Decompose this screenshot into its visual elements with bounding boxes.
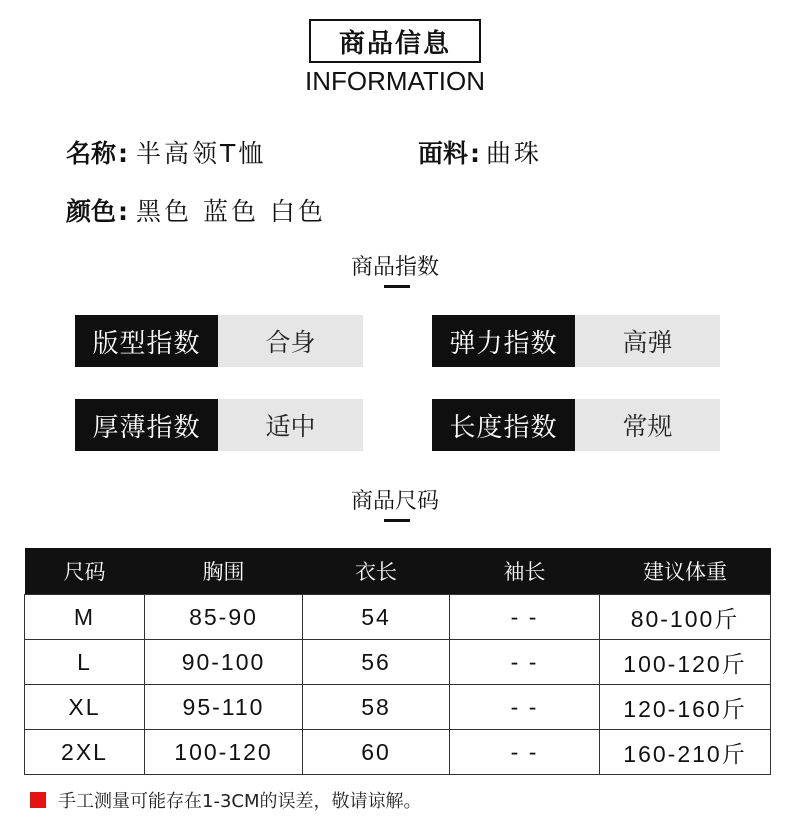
cell-length: 58 <box>303 685 450 730</box>
index-length-label: 长度指数 <box>432 399 575 451</box>
page-title-box <box>309 19 481 63</box>
info-name-value: 半高领T恤 <box>136 139 267 168</box>
index-elasticity-value: 高弹 <box>575 315 720 367</box>
note-text: 手工测量可能存在1-3CM的误差，敬请谅解。 <box>58 791 422 812</box>
cell-weight: 100-120斤 <box>600 640 771 685</box>
page-subtitle: INFORMATION <box>304 66 486 96</box>
measurement-note <box>30 787 422 813</box>
cell-size: L <box>25 640 145 685</box>
index-thickness <box>75 399 363 451</box>
index-length <box>432 399 720 451</box>
cell-weight: 160-210斤 <box>600 730 771 775</box>
header-size: 尺码 <box>25 548 145 595</box>
cell-length: 60 <box>303 730 450 775</box>
cell-length: 56 <box>303 640 450 685</box>
indices-section-title: 商品指数 <box>350 255 439 280</box>
info-sep: : <box>118 139 129 168</box>
cell-size: XL <box>25 685 145 730</box>
info-fabric-value: 曲珠 <box>486 139 543 168</box>
info-sep: : <box>118 197 129 226</box>
page-title: 商品信息 <box>338 28 451 59</box>
index-length-value: 常规 <box>575 399 720 451</box>
index-fit-label: 版型指数 <box>75 315 218 367</box>
index-fit <box>75 315 363 367</box>
cell-sleeve: - - <box>450 685 600 730</box>
cell-chest: 85-90 <box>145 595 303 640</box>
index-fit-value: 合身 <box>218 315 363 367</box>
table-row <box>25 685 771 730</box>
size-table-header <box>25 548 771 595</box>
index-thickness-label: 厚薄指数 <box>75 399 218 451</box>
cell-sleeve: - - <box>450 640 600 685</box>
table-row <box>25 640 771 685</box>
cell-size: M <box>25 595 145 640</box>
header-chest: 胸围 <box>145 548 303 595</box>
cell-weight: 120-160斤 <box>600 685 771 730</box>
info-color-value: 黑色 蓝色 白色 <box>136 197 326 226</box>
size-table <box>24 548 771 775</box>
table-row <box>25 595 771 640</box>
cell-chest: 95-110 <box>145 685 303 730</box>
header-sleeve: 袖长 <box>450 548 600 595</box>
header-length: 衣长 <box>303 548 450 595</box>
cell-sleeve: - - <box>450 595 600 640</box>
cell-size: 2XL <box>25 730 145 775</box>
cell-length: 54 <box>303 595 450 640</box>
table-row <box>25 730 771 775</box>
note-marker-icon <box>30 792 46 808</box>
index-elasticity <box>432 315 720 367</box>
size-section-title: 商品尺码 <box>350 489 439 514</box>
info-color-key: 颜色 <box>66 197 117 226</box>
info-fabric-key: 面料 <box>418 139 469 168</box>
header-weight: 建议体重 <box>600 548 771 595</box>
info-sep: : <box>470 139 481 168</box>
info-fabric-row <box>418 134 542 170</box>
size-title-underline <box>384 519 410 522</box>
indices-title-underline <box>384 285 410 288</box>
info-name-key: 名称 <box>66 139 117 168</box>
info-name-row <box>66 134 266 170</box>
info-color-row <box>66 192 326 228</box>
cell-chest: 100-120 <box>145 730 303 775</box>
cell-sleeve: - - <box>450 730 600 775</box>
index-elasticity-label: 弹力指数 <box>432 315 575 367</box>
cell-weight: 80-100斤 <box>600 595 771 640</box>
cell-chest: 90-100 <box>145 640 303 685</box>
index-thickness-value: 适中 <box>218 399 363 451</box>
